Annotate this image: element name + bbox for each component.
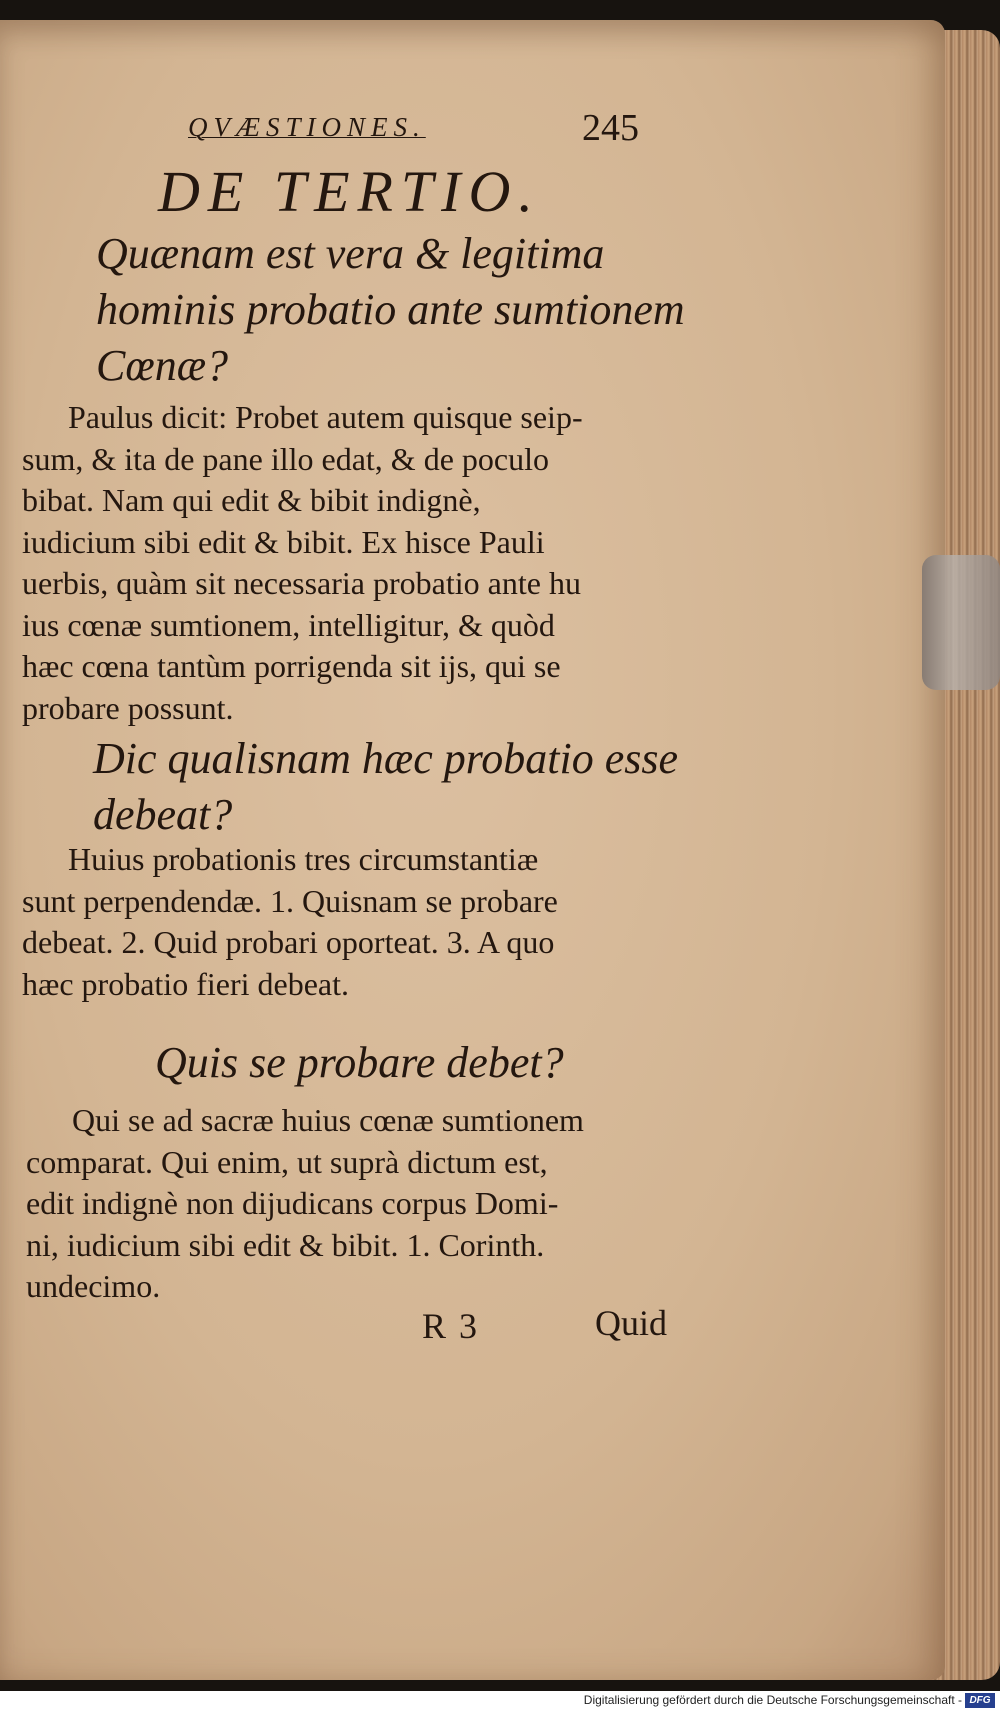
question-line: Cœnæ? — [96, 341, 229, 390]
answer-3 — [26, 1100, 584, 1308]
answer-line: hæc probatio fieri debeat. — [22, 965, 349, 1002]
answer-line: undecimo. — [26, 1268, 161, 1304]
question-1 — [96, 226, 685, 394]
answer-line: comparat. Qui enim, ut suprà dictum est, — [26, 1143, 548, 1180]
answer-line: iudicium sibi edit & bibit. Ex hisce Pauli — [22, 523, 545, 560]
answer-line: edit indignè non dijudicans corpus Domi- — [26, 1185, 559, 1221]
question-3: Quis se probare debet? — [155, 1038, 564, 1087]
answer-line: Huius probationis tres circumstantiæ — [68, 841, 539, 877]
answer-2 — [22, 839, 558, 1005]
dfg-logo: DFG — [965, 1693, 995, 1708]
question-line: Quænam est vera & legitima — [96, 229, 605, 278]
page-clip-marker — [922, 555, 1000, 690]
answer-line: bibat. Nam qui edit & bibit indignè, — [22, 482, 481, 518]
running-head: QVÆSTIONES. — [188, 112, 426, 142]
answer-line: sunt perpendendæ. 1. Quisnam se probare — [22, 882, 558, 919]
page-number: 245 — [582, 107, 639, 149]
answer-1 — [22, 397, 583, 729]
answer-line: hæc cœna tantùm porrigenda sit ijs, qui se — [22, 648, 561, 684]
answer-line: uerbis, quàm sit necessaria probatio ante hu — [22, 565, 581, 601]
question-line: debeat? — [93, 790, 233, 839]
footer-credit: Digitalisierung gefördert durch die Deutsche Forschungsgemeinschaft - — [583, 1693, 962, 1707]
answer-line: probare possunt. — [22, 689, 234, 726]
answer-line: ni, iudicium sibi edit & bibit. 1. Corinth. — [26, 1226, 545, 1263]
answer-line: ius cœnæ sumtionem, intelligitur, & quòd — [22, 606, 555, 643]
signature-mark: R 3 — [422, 1306, 480, 1346]
question-line: hominis probatio ante sumtionem — [96, 285, 685, 334]
answer-line: sum, & ita de pane illo edat, & de poculo — [22, 440, 549, 477]
question-2 — [93, 731, 678, 843]
section-title: DE TERTIO. — [158, 159, 541, 224]
question-line: Dic qualisnam hæc probatio esse — [93, 734, 678, 783]
answer-line: Qui se ad sacræ huius cœnæ sumtionem — [72, 1102, 584, 1138]
answer-line: debeat. 2. Quid probari oporteat. 3. A quo — [22, 924, 555, 960]
catchword: Quid — [595, 1303, 667, 1343]
answer-line: Paulus dicit: Probet autem quisque seip- — [68, 399, 583, 435]
